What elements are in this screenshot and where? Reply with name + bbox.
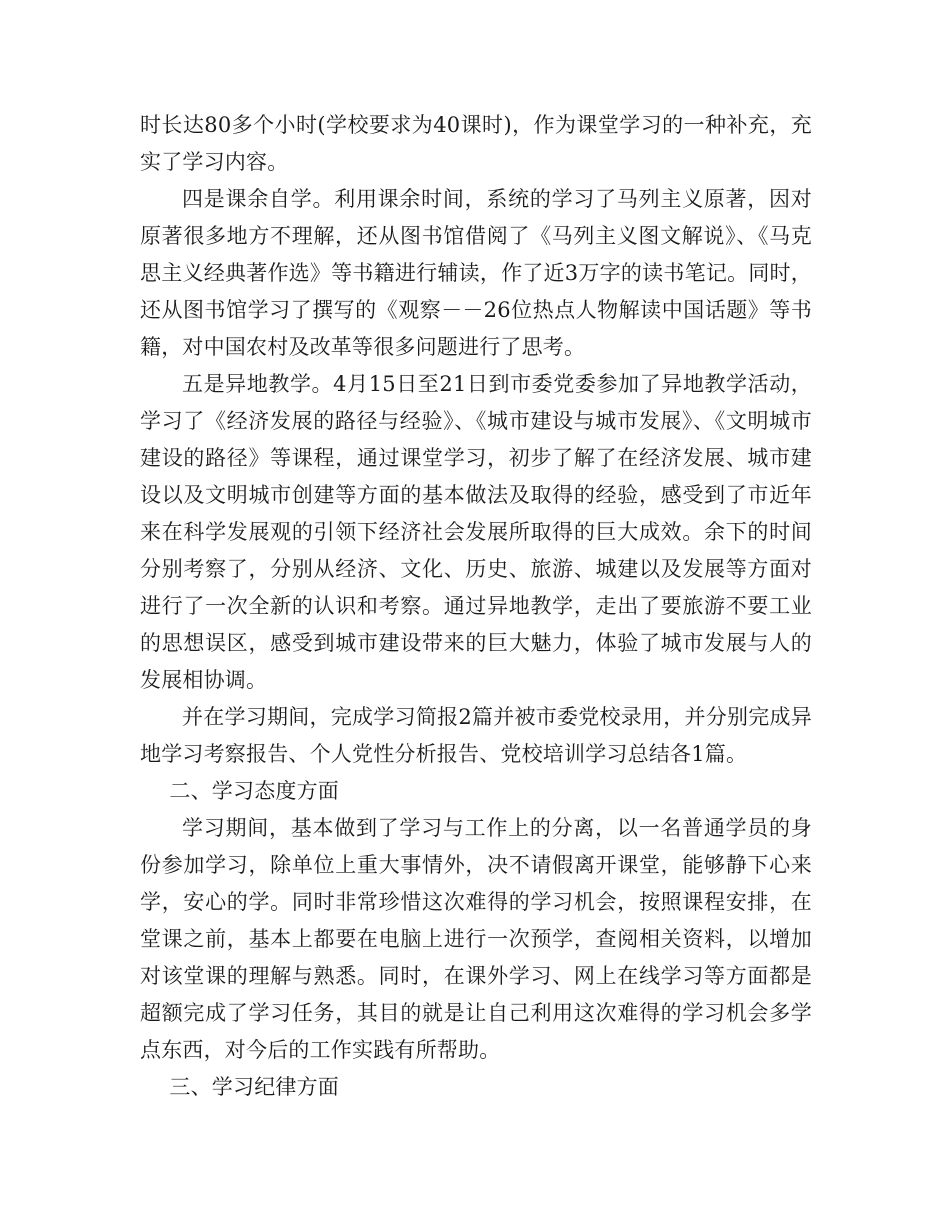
- paragraph-continuation: 时长达80多个小时(学校要求为40课时)，作为课堂学习的一种补充，充实了学习内容。: [140, 113, 812, 174]
- section-heading-discipline: 三、学习纪律方面: [169, 1075, 339, 1099]
- paragraph-reports: 并在学习期间，完成学习简报2篇并被市委党校录用，并分别完成异地学习考察报告、个人党性分析报告、党校培训学习总结各1篇。: [140, 705, 812, 766]
- section-heading-attitude: 二、学习态度方面: [169, 779, 339, 803]
- paragraph-offsite-teaching: 五是异地教学。4月15日至21日到市委党委参加了异地教学活动，学习了《经济发展的路径与经验》、《城市建设与城市发展》、《文明城市建设的路径》等课程，通过课堂学习，初步了解了在经济发展、城市建设以及文明城市创建等方面的基本做法及取得的经验，感受到了市近年来在科学发展观的引领下经济社会发展所取得的巨大成效。余下的时间分别考察了，分别从经济、文化、历史、旅游、城建以及发展等方面对进行了一次全新的认识和考察。通过异地教学，走出了要旅游不要工业的思想误区，感受到城市建设带来的巨大魅力，体验了城市发展与人的发展相协调。: [140, 372, 812, 692]
- paragraph-self-study: 四是课余自学。利用课余时间，系统的学习了马列主义原著，因对原著很多地方不理解，还从图书馆借阅了《马列主义图文解说》、《马克思主义经典著作选》等书籍进行辅读，作了近3万字的读书笔记。同时，还从图书馆学习了撰写的《观察－－26位热点人物解读中国话题》等书籍，对中国农村及改革等很多问题进行了思考。: [140, 187, 812, 359]
- document-body: [140, 107, 812, 1106]
- paragraph-attitude: 学习期间，基本做到了学习与工作上的分离，以一名普通学员的身份参加学习，除单位上重大事情外，决不请假离开课堂，能够静下心来学，安心的学。同时非常珍惜这次难得的学习机会，按照课程安排，在堂课之前，基本上都要在电脑上进行一次预学，查阅相关资料，以增加对该堂课的理解与熟悉。同时，在课外学习、网上在线学习等方面都是超额完成了学习任务，其目的就是让自己利用这次难得的学习机会多学点东西，对今后的工作实践有所帮助。: [140, 816, 812, 1062]
